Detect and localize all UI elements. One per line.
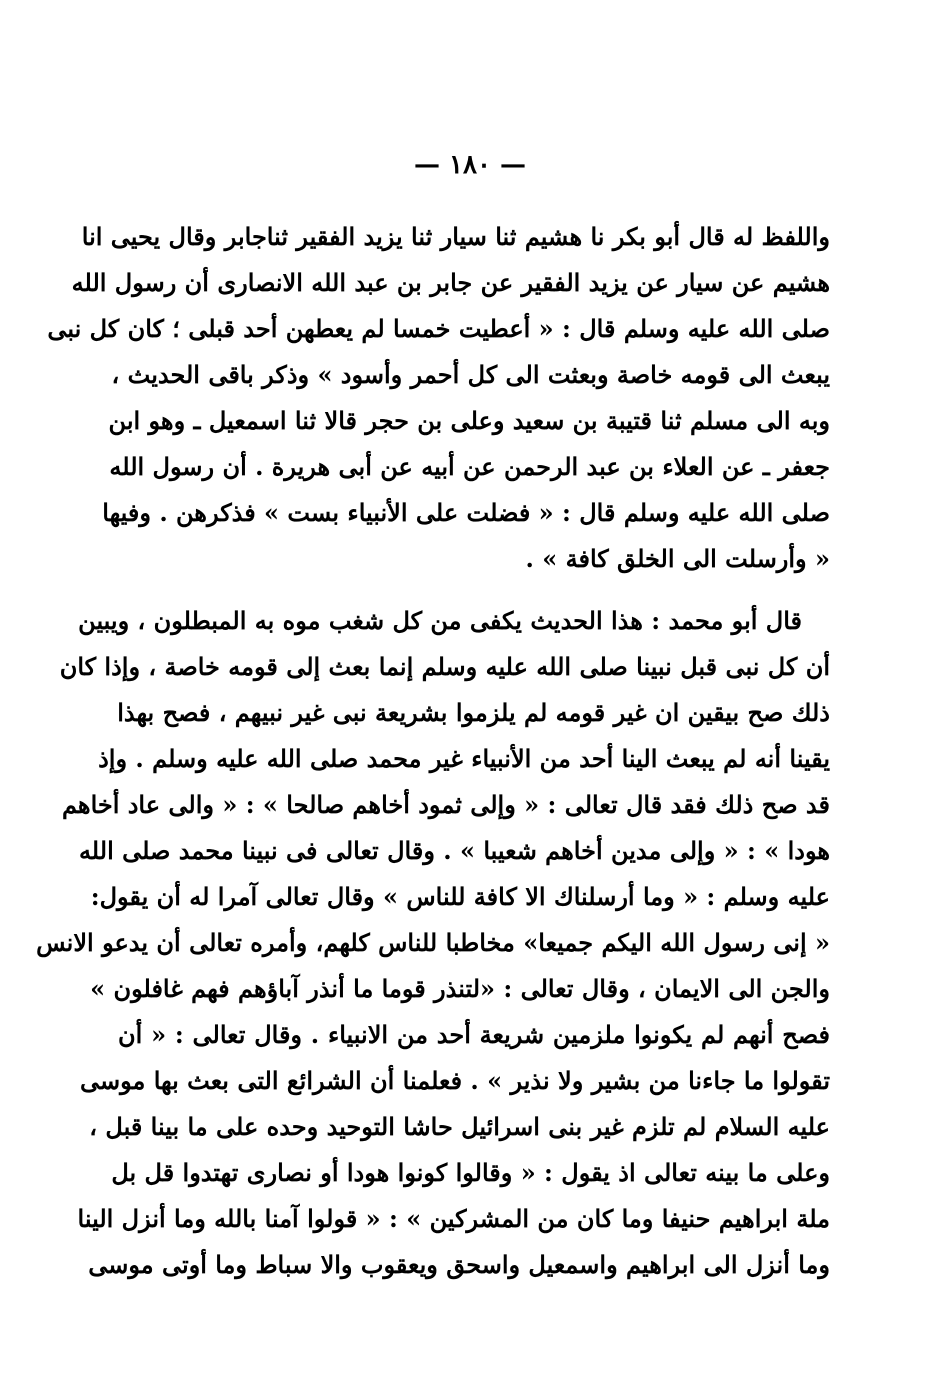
text-line: تقولوا ما جاءنا من بشير ولا نذير » . فعلمنا أن الشرائع التى بعث بها موسى	[80, 1066, 830, 1095]
body-text	[36, 214, 831, 1288]
text-line: صلى الله عليه وسلم قال : « أعطيت خمسا لم يعطهن أحد قبلى ؛ كان كل نبى	[47, 314, 830, 343]
text-line: « وأرسلت الى الخلق كافة » .	[525, 544, 830, 573]
text-line: وما أنزل الى ابراهيم واسمعيل واسحق ويعقوب والا سباط وما أوتى موسى	[88, 1250, 830, 1279]
paragraph	[47, 214, 830, 582]
text-line: عليه وسلم : « وما أرسلناك الا كافة للناس » وقال تعالى آمرا له أن يقول:	[90, 882, 830, 911]
text-line: يقينا أنه لم يبعث الينا أحد من الأنبياء غير محمد صلى الله عليه وسلم . وإذ	[98, 744, 830, 773]
text-line: « إنى رسول الله اليكم جميعا» مخاطبا للناس كلهم، وأمره تعالى أن يدعو الانس	[36, 928, 830, 957]
page-number: — ١٨٠ —	[413, 150, 527, 180]
text-line: قد صح ذلك فقد قال تعالى : « وإلى ثمود أخاهم صالحا » : « والى عاد أخاهم	[61, 790, 830, 819]
text-line: أن كل نبى قبل نبينا صلى الله عليه وسلم إنما بعث إلى قومه خاصة ، وإذا كان	[59, 652, 830, 681]
paragraph-gap	[118, 582, 830, 598]
text-line: هودا » : « وإلى مدين أخاهم شعيبا » . وقال تعالى فى نبينا محمد صلى الله	[78, 836, 830, 865]
text-line: فصح أنهم لم يكونوا ملزمين شريعة أحد من الانبياء . وقال تعالى : « أن	[118, 1020, 831, 1049]
text-line: قال أبو محمد : هذا الحديث يكفى من كل شغب موه به المبطلون ، ويبين	[78, 606, 802, 635]
text-line: ذلك صح بيقين ان غير قومه لم يلزموا بشريعة نبى غير نبيهم ، فصح بهذا	[117, 698, 830, 727]
text-line: وبه الى مسلم ثنا قتيبة بن سعيد وعلى بن حجر قالا ثنا اسمعيل ـ وهو ابن	[108, 406, 830, 435]
text-line: يبعث الى قومه خاصة وبعثت الى كل أحمر وأسود » وذكر باقى الحديث ،	[111, 360, 830, 389]
text-line: واللفظ له قال أبو بكر نا هشيم ثنا سيار ثنا يزيد الفقير ثناجابر وقال يحيى انا	[81, 222, 830, 251]
paragraph	[36, 598, 831, 1288]
text-line: جعفر ـ عن العلاء بن عبد الرحمن عن أبيه عن أبى هريرة . أن رسول الله	[109, 452, 830, 481]
text-line: والجن الى الايمان ، وقال تعالى : «لتنذر قوما ما أنذر آباؤهم فهم غافلون »	[90, 974, 830, 1003]
text-line: عليه السلام لم تلزم غير بنى اسرائيل حاشا التوحيد وحده على ما بينا قبل ،	[89, 1112, 830, 1141]
text-line: ملة ابراهيم حنيفا وما كان من المشركين » : « قولوا آمنا بالله وما أنزل الينا	[77, 1204, 830, 1233]
text-line: صلى الله عليه وسلم قال : « فضلت على الأنبياء بست » فذكرهن . وفيها	[102, 498, 830, 527]
text-line: وعلى ما بينه تعالى اذ يقول : « وقالوا كونوا هودا أو نصارى تهتدوا قل بل	[111, 1158, 830, 1187]
text-line: هشيم عن سيار عن يزيد الفقير عن جابر بن عبد الله الانصارى أن رسول الله	[71, 268, 830, 297]
